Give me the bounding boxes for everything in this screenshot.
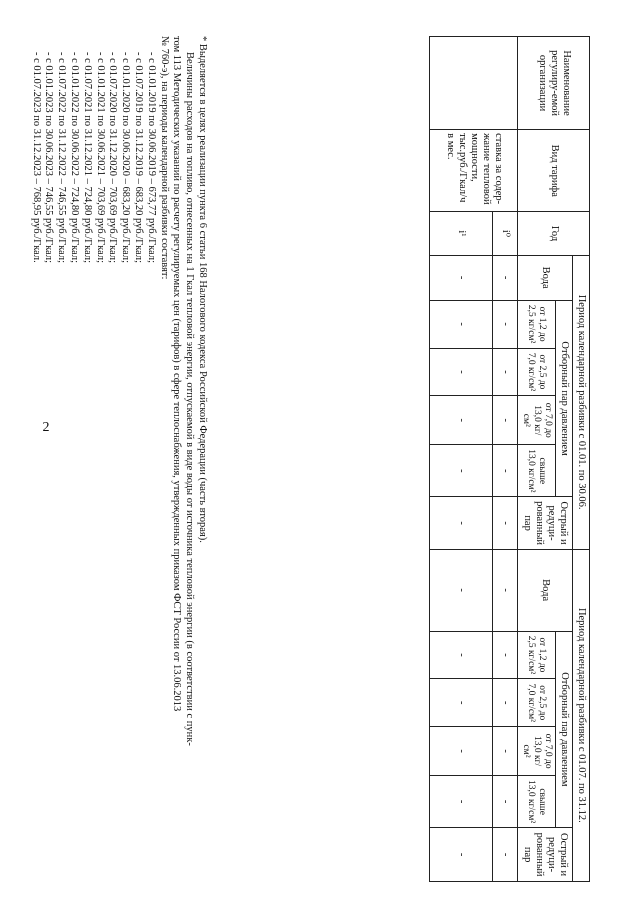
cell-value: - (493, 348, 518, 396)
header-pressure-2-4: свыше 13,0 кг/см² (518, 776, 556, 828)
cell-value: - (493, 300, 518, 348)
cell-value: - (493, 549, 518, 631)
cell-value: - (430, 549, 493, 631)
table-row (493, 37, 518, 882)
header-water-1: Вода (518, 255, 573, 300)
header-steam-group-2: Отборный пар давлением (555, 631, 572, 828)
list-item: - с 01.01.2021 по 30.06.2021 – 703,69 руб./Гкал; (94, 52, 106, 264)
tariff-table (429, 36, 590, 882)
cell-value: - (493, 679, 518, 727)
cell-value: - (430, 727, 493, 776)
header-org-name: Наименование регулиру-емой организации (518, 37, 590, 130)
list-item: - с 01.07.2019 по 31.12.2019 – 683,20 руб./Гкал; (133, 52, 145, 264)
header-steam-group-1: Отборный пар давлением (555, 300, 572, 497)
list-item: - с 01.01.2022 по 30.06.2022 – 724,80 руб./Гкал; (69, 52, 81, 264)
header-year: Год (518, 212, 590, 255)
header-sharp-steam-2: Острый и редуци-рованный пар (518, 828, 573, 882)
cell-value: - (493, 445, 518, 497)
list-item: - с 01.01.2023 по 30.06.2023 – 746,55 руб./Гкал; (43, 52, 55, 264)
header-pressure-2-1: от 1,2 до 2,5 кг/см² (518, 631, 556, 679)
header-pressure-1-1: от 1,2 до 2,5 кг/см² (518, 300, 556, 348)
list-item: - с 01.07.2023 по 31.12.2023 – 768,95 руб./Гкал. (30, 52, 42, 263)
fuel-paragraph-line-3: № 760-э), на периоды календарной разбивки составят: (158, 36, 170, 280)
cell-value: - (493, 631, 518, 679)
cell-value: - (430, 348, 493, 396)
list-item: - с 01.01.2020 по 30.06.2020 – 683,20 руб./Гкал; (120, 52, 132, 264)
list-item: - с 01.07.2020 по 31.12.2020 – 703,69 руб./Гкал; (107, 52, 119, 264)
rotated-content (30, 22, 600, 882)
cell-value: - (430, 776, 493, 828)
fuel-paragraph-line-1: Величины расходов на топливо, отнесенных на 1 Гкал тепловой энергии, отпускаемой в виде воды от источника тепловой энергии (в соответствии с пунк- (184, 52, 196, 746)
header-pressure-2-2: от 2,5 до 7,0 кг/см² (518, 679, 556, 727)
row-org-name (430, 37, 518, 130)
cell-value: - (493, 727, 518, 776)
row-tariff-type: ставка за содер-жание тепловой мощности, тыс.руб./Гкал/ч в мес. (430, 130, 518, 212)
list-item: - с 01.01.2019 по 30.06.2019 – 673,77 руб./Гкал; (145, 52, 157, 264)
notes-section (29, 36, 208, 866)
header-pressure-1-2: от 2,5 до 7,0 кг/см² (518, 348, 556, 396)
header-sharp-steam-1: Острый и редуци-рованный пар (518, 497, 573, 549)
header-tariff-type: Вид тарифа (518, 130, 590, 212)
cell-value: - (430, 300, 493, 348)
cell-value: - (493, 255, 518, 300)
header-period-1: Период календарной разбивки с 01.01. по 30.06. (572, 255, 589, 549)
cell-value: - (430, 828, 493, 882)
cell-value: - (493, 497, 518, 549)
cell-value: - (493, 828, 518, 882)
list-item: - с 01.07.2021 по 31.12.2021 – 724,80 руб./Гкал; (81, 52, 93, 264)
header-period-2: Период календарной разбивки с 01.07. по 31.12. (572, 549, 589, 881)
row-year: i⁰ (493, 212, 518, 255)
row-year: i¹ (430, 212, 493, 255)
fuel-paragraph-line-2: том 113 Методических указаний по расчету регулируемых цен (тарифов) в сфере теплоснабжения, утвержденных приказом ФСТ России от 13.06.2013 (171, 36, 183, 712)
footnote: * Выделяется в целях реализации пункта 6 статьи 168 Налогового кодекса Российской Федерации (часть вторая). (197, 36, 208, 543)
header-pressure-1-3: от 7,0 до 13,0 кг/см² (518, 396, 556, 445)
page-number: 2 (42, 420, 50, 435)
cell-value: - (430, 497, 493, 549)
list-item: - с 01.07.2022 по 31.12.2022 – 746,55 руб./Гкал; (56, 52, 68, 264)
cell-value: - (430, 631, 493, 679)
cell-value: - (430, 445, 493, 497)
header-pressure-1-4: свыше 13,0 кг/см² (518, 445, 556, 497)
cell-value: - (493, 396, 518, 445)
header-pressure-2-3: от 7,0 до 13,0 кг/см² (518, 727, 556, 776)
cell-value: - (430, 396, 493, 445)
cell-value: - (430, 679, 493, 727)
cell-value: - (493, 776, 518, 828)
cell-value: - (430, 255, 493, 300)
header-water-2: Вода (518, 549, 573, 631)
